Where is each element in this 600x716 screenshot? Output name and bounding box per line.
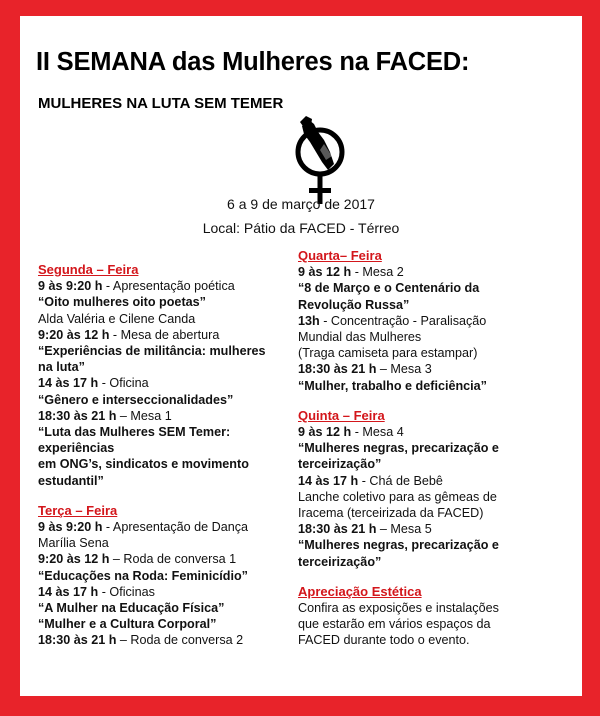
event-title: estudantil” <box>38 473 104 488</box>
event-title: “Experiências de militância: mulheres <box>38 344 266 359</box>
event-type: – Roda de conversa 2 <box>116 633 244 648</box>
event-title: “A Mulher na Educação Física” <box>38 601 225 616</box>
apreciacao-text: Confira as exposições e instalações <box>298 601 499 616</box>
day-heading-terca: Terça – Feira <box>38 502 118 518</box>
day-heading-quinta: Quinta – Feira <box>298 407 385 423</box>
event-time: 9 às 12 h <box>298 265 352 280</box>
event-description: Lanche coletivo para as gêmeas de <box>298 489 497 504</box>
event-title: em ONG’s, sindicatos e movimento <box>38 457 249 472</box>
event-title: “Oito mulheres oito poetas” <box>38 295 206 310</box>
event-type: – Mesa 1 <box>116 408 172 423</box>
poster-subtitle: MULHERES NA LUTA SEM TEMER <box>38 95 284 112</box>
event-type: – Mesa 5 <box>376 522 432 537</box>
event-date: 6 a 9 de março de 2017 <box>227 196 375 212</box>
event-title: terceirização” <box>298 457 382 472</box>
event-type: - Concentração - Paralisação <box>319 313 487 328</box>
day-heading-quarta: Quarta– Feira <box>298 248 382 263</box>
event-time: 9:20 às 12 h <box>38 552 110 567</box>
event-type: - Chá de Bebê <box>358 473 443 488</box>
event-title: experiências <box>38 441 115 456</box>
event-type: – Roda de conversa 1 <box>109 552 237 567</box>
event-time: 9 às 9:20 h <box>38 279 103 294</box>
event-time: 18:30 às 21 h <box>298 362 377 377</box>
event-description: Iracema (terceirizada da FACED) <box>298 506 484 521</box>
event-type: - Apresentação poética <box>102 279 235 294</box>
event-time: 9 às 9:20 h <box>38 520 103 535</box>
event-time: 18:30 às 21 h <box>298 522 377 537</box>
event-title: “Mulher e a Cultura Corporal” <box>38 617 217 632</box>
event-type: - Mesa 2 <box>351 265 404 280</box>
event-note: (Traga camiseta para estampar) <box>298 346 478 361</box>
event-type: - Oficina <box>98 376 149 391</box>
event-people: Alda Valéria e Cilene Canda <box>38 311 196 326</box>
poster-title: II SEMANA das Mulheres na FACED: <box>36 48 470 76</box>
event-type: - Mesa 4 <box>351 425 404 440</box>
event-title: “Educações na Roda: Feminicídio” <box>38 568 248 583</box>
event-title: “Luta das Mulheres SEM Temer: <box>38 425 231 440</box>
event-type: - Oficinas <box>98 584 155 599</box>
schedule-left-column <box>38 262 300 649</box>
event-time: 18:30 às 21 h <box>38 408 117 423</box>
event-title: “Mulher, trabalho e deficiência” <box>298 378 487 393</box>
apreciacao-text: que estarão em vários espaços da <box>298 617 491 632</box>
event-title: “Mulheres negras, precarização e <box>298 441 499 456</box>
event-time: 18:30 às 21 h <box>38 633 117 648</box>
event-title: “8 de Março e o Centenário da <box>298 281 480 296</box>
schedule-right-column <box>298 248 550 649</box>
event-title: “Gênero e interseccionalidades” <box>38 392 234 407</box>
event-type: - Apresentação de Dança <box>102 520 249 535</box>
event-time: 9:20 às 12 h <box>38 327 110 342</box>
event-time: 14 às 17 h <box>298 473 359 488</box>
event-time: 14 às 17 h <box>38 376 99 391</box>
event-title: terceirização” <box>298 554 382 569</box>
event-title: “Mulheres negras, precarização e <box>298 538 499 553</box>
day-heading-segunda: Segunda – Feira <box>38 262 139 277</box>
event-type: – Mesa 3 <box>376 362 432 377</box>
event-time: 9 às 12 h <box>298 425 352 440</box>
poster-card <box>20 16 582 696</box>
event-people: Marília Sena <box>38 536 109 551</box>
event-title: na luta” <box>38 360 85 375</box>
event-time: 14 às 17 h <box>38 584 99 599</box>
apreciacao-heading: Apreciação Estética <box>298 583 422 599</box>
apreciacao-text: FACED durante todo o evento. <box>298 633 470 648</box>
event-time: 13h <box>298 313 320 328</box>
event-title: Revolução Russa” <box>298 297 410 312</box>
event-type: - Mesa de abertura <box>109 327 220 342</box>
event-type: Mundial das Mulheres <box>298 330 422 345</box>
event-location: Local: Pátio da FACED - Térreo <box>202 220 400 236</box>
